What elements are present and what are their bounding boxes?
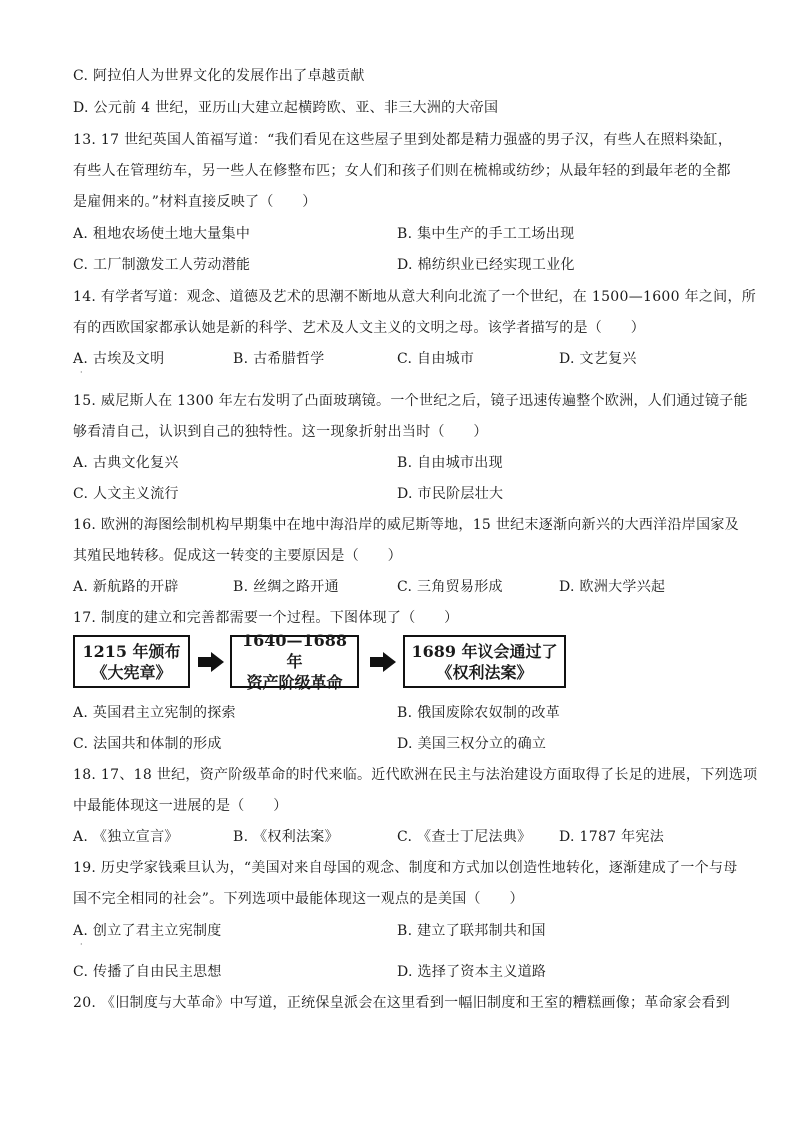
flow-box-bill-of-rights	[403, 635, 566, 688]
q19-option-b: B. 建立了联邦制共和国	[397, 923, 546, 939]
flow-box-3-line-2: 《权利法案》	[436, 662, 533, 682]
arrow-right-icon	[198, 652, 224, 672]
scan-dot: ·	[80, 368, 83, 377]
q16-stem-line-1: 16. 欧洲的海图绘制机构早期集中在地中海沿岸的威尼斯等地，15 世纪末逐渐向新兴的大西洋沿岸国家及	[73, 517, 739, 533]
scan-dot: ·	[80, 940, 83, 949]
flow-box-2-line-1: 1640—1688 年	[241, 631, 348, 671]
q18-stem-line-2: 中最能体现这一进展的是（ ）	[73, 798, 288, 814]
q17-option-b: B. 俄国废除农奴制的改革	[397, 705, 561, 721]
flow-box-magna-carta	[73, 635, 190, 688]
q18-stem-line-1: 18. 17、18 世纪，资产阶级革命的时代来临。近代欧洲在民主与法治建设方面取得了长足的进展，下列选项	[73, 767, 758, 783]
q12-option-c: C. 阿拉伯人为世界文化的发展作出了卓越贡献	[73, 68, 365, 84]
q20-stem-line-1: 20. 《旧制度与大革命》中写道，正统保皇派会在这里看到一幅旧制度和王室的糟糕画像；革命家会看到	[73, 995, 731, 1011]
q13-option-a: A. 租地农场使土地大量集中	[73, 226, 251, 242]
q17-flow-diagram	[73, 631, 573, 692]
q14-option-c: C. 自由城市	[397, 351, 475, 367]
q19-option-d: D. 选择了资本主义道路	[397, 964, 547, 980]
q13-stem-line-1: 13. 17 世纪英国人笛福写道：“我们看见在这些屋子里到处都是精力强盛的男子汉，有些人在照料染缸，	[73, 132, 733, 148]
q18-option-d: D. 1787 年宪法	[559, 829, 665, 845]
q18-option-a: A. 《独立宣言》	[73, 829, 179, 845]
q15-option-d: D. 市民阶层壮大	[397, 486, 504, 502]
q17-option-c: C. 法国共和体制的形成	[73, 736, 222, 752]
q19-option-c: C. 传播了自由民主思想	[73, 964, 222, 980]
q18-option-c: C. 《查士丁尼法典》	[397, 829, 532, 845]
q15-option-a: A. 古典文化复兴	[73, 455, 179, 471]
flow-box-2-line-2: 资产阶级革命	[246, 673, 343, 692]
flow-box-1-line-2: 《大宪章》	[91, 662, 172, 682]
q17-stem: 17. 制度的建立和完善都需要一个过程。下图体现了（ ）	[73, 610, 459, 626]
q13-stem-line-3: 是雇佣来的。”材料直接反映了（ ）	[73, 194, 317, 210]
q16-option-c: C. 三角贸易形成	[397, 579, 503, 595]
q15-option-b: B. 自由城市出现	[397, 455, 503, 471]
q12-option-d: D. 公元前 4 世纪，亚历山大建立起横跨欧、亚、非三大洲的大帝国	[73, 100, 499, 116]
q14-option-d: D. 文艺复兴	[559, 351, 637, 367]
q13-stem-line-2: 有些人在管理纺车，另一些人在修整布匹；女人们和孩子们则在梳棉或纺纱；从最年轻的到最年老的全都	[73, 163, 731, 179]
q15-stem-line-2: 够看清自己，认识到自己的独特性。这一现象折射出当时（ ）	[73, 424, 488, 440]
q14-option-b: B. 古希腊哲学	[233, 351, 325, 367]
q17-option-d: D. 美国三权分立的确立	[397, 736, 547, 752]
q18-option-b: B. 《权利法案》	[233, 829, 339, 845]
q16-stem-line-2: 其殖民地转移。促成这一转变的主要原因是（ ）	[73, 548, 402, 564]
arrow-right-icon	[370, 652, 396, 672]
q16-option-a: A. 新航路的开辟	[73, 579, 179, 595]
q19-stem-line-1: 19. 历史学家钱乘旦认为，“美国对来自母国的观念、制度和方式加以创造性地转化，逐渐建成了一个与母	[73, 860, 738, 876]
q13-option-c: C. 工厂制激发工人劳动潜能	[73, 257, 251, 273]
q16-option-d: D. 欧洲大学兴起	[559, 579, 666, 595]
q13-option-d: D. 棉纺织业已经实现工业化	[397, 257, 575, 273]
q14-stem-line-1: 14. 有学者写道：观念、道德及艺术的思潮不断地从意大利向北流了一个世纪，在 1500—1600 年之间，所	[73, 289, 757, 305]
q15-option-c: C. 人文主义流行	[73, 486, 179, 502]
q16-option-b: B. 丝绸之路开通	[233, 579, 339, 595]
q19-stem-line-2: 国不完全相同的社会”。下列选项中最能体现这一观点的是美国（ ）	[73, 891, 524, 907]
q13-option-b: B. 集中生产的手工工场出现	[397, 226, 575, 242]
flow-box-bourgeois-revolution	[230, 631, 359, 692]
q14-stem-line-2: 有的西欧国家都承认她是新的科学、艺术及人文主义的文明之母。该学者描写的是（ ）	[73, 320, 645, 336]
flow-box-3-line-1: 1689 年议会通过了	[411, 641, 558, 661]
q17-option-a: A. 英国君主立宪制的探索	[73, 705, 236, 721]
q15-stem-line-1: 15. 威尼斯人在 1300 年左右发明了凸面玻璃镜。一个世纪之后，镜子迅速传遍整个欧洲，人们通过镜子能	[73, 393, 748, 409]
q19-option-a: A. 创立了君主立宪制度	[73, 923, 222, 939]
flow-box-1-line-1: 1215 年颁布	[82, 641, 181, 661]
q14-option-a: A. 古埃及文明	[73, 351, 165, 367]
